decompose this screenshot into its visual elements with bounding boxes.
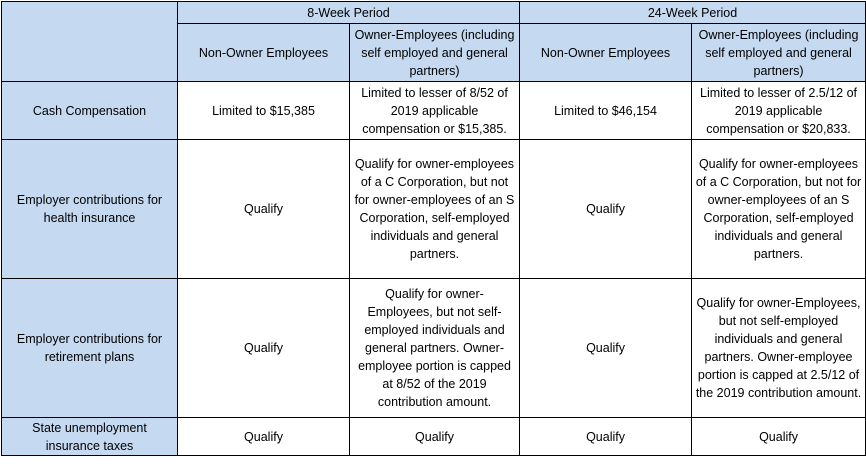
non-owner-24-header: Non-Owner Employees (520, 24, 692, 82)
table-cell: Qualify (178, 140, 350, 279)
corner-header-cell (2, 2, 178, 82)
row-label: Cash Compensation (2, 82, 178, 140)
period-8-week-header: 8-Week Period (178, 2, 520, 24)
table-cell: Qualify (520, 418, 692, 456)
non-owner-8-header: Non-Owner Employees (178, 24, 350, 82)
table-cell: Limited to lesser of 2.5/12 of 2019 applicable compensation or $20,833. (692, 82, 866, 140)
owner-8-header: Owner-Employees (including self employed and general partners) (350, 24, 520, 82)
table-row (2, 82, 866, 140)
table-cell: Limited to $46,154 (520, 82, 692, 140)
table-row (2, 140, 866, 279)
table-cell: Qualify (350, 418, 520, 456)
row-label: Employer contributions for retirement plans (2, 279, 178, 418)
table-cell: Qualify (178, 418, 350, 456)
table-row (2, 418, 866, 456)
compensation-rules-table (1, 1, 866, 456)
table-cell: Qualify (692, 418, 866, 456)
period-header-row (2, 2, 866, 24)
table-cell: Qualify (178, 279, 350, 418)
table-cell: Qualify (520, 279, 692, 418)
table-cell: Limited to lesser of 8/52 of 2019 applicable compensation or $15,385. (350, 82, 520, 140)
table-cell: Limited to $15,385 (178, 82, 350, 140)
row-label: Employer contributions for health insurance (2, 140, 178, 279)
owner-24-header: Owner-Employees (including self employed and general partners) (692, 24, 866, 82)
table-cell: Qualify for owner-Employees, but not self-employed individuals and general partners. Owner-employee portion is capped at 2.5/12 of the 2019 contribution amount. (692, 279, 866, 418)
table-cell: Qualify (520, 140, 692, 279)
table-cell: Qualify for owner-employees of a C Corporation, but not for owner-employees of an S Corporation, self-employed individuals and general partners. (692, 140, 866, 279)
row-label: State unemployment insurance taxes (2, 418, 178, 456)
period-24-week-header: 24-Week Period (520, 2, 866, 24)
table-row (2, 279, 866, 418)
table-cell: Qualify for owner-Employees, but not self-employed individuals and general partners. Owner-employee portion is capped at 8/52 of the 2019 contribution amount. (350, 279, 520, 418)
table-cell: Qualify for owner-employees of a C Corporation, but not for owner-employees of an S Corporation, self-employed individuals and general partners. (350, 140, 520, 279)
